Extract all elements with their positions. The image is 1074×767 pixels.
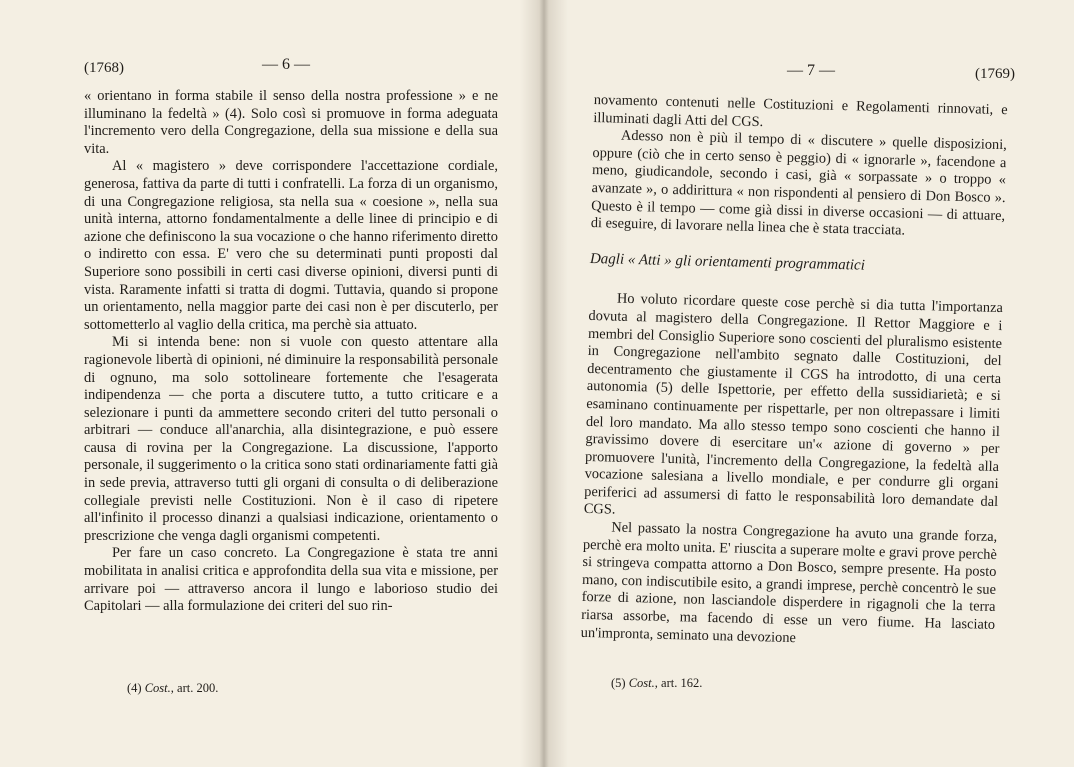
body-text [84, 88, 498, 616]
body-text [581, 92, 1008, 652]
paragraph: « orientano in forma stabile il senso della nostra professione » e ne illuminano la fedeltà » (4). Solo così si promuove in forma adeguata l'incremento vero della Congregazione, della sua missione e della sua vita. [84, 88, 498, 157]
footnote-number: (4) [127, 681, 145, 695]
footnote-citation: Cost. [628, 676, 655, 690]
paragraph: novamento contenuti nelle Costituzioni e Regolamenti rinnovati, e illuminati dagli Atti del CGS. [593, 92, 1008, 130]
paragraph: Nel passato la nostra Congregazione ha avuto una grande forza, perchè era molto unita. E' riuscita a superare molte e gravi prove perchè si stringeva compatta attorno a Don Bosco, sempre presente. Ha posto mano, con indiscutibile esito, a grandi imprese, perchè concentrò le sue forze di azione, non lasciandole disperdere in rigagnoli che la terra riarsa assorbe, ma facendo di esse un vero fiume. Ha lasciato un'impronta, seminato una devozione [580, 519, 998, 646]
footnote [127, 681, 218, 696]
paragraph: Per fare un caso concreto. La Congregazione è stata tre anni mobilitata in analisi critica e approfondita della sua vita e missione, per arrivare poi — attraverso ancora il lungo e laborioso studio dei Capitolari — alla formulazione dei criteri del suo rin- [84, 545, 498, 615]
page-folio: — 7 — [787, 62, 835, 79]
footnote [611, 676, 702, 691]
paragraph: Adesso non è più il tempo di « discutere » quelle disposizioni, oppure (ciò che in certo senso è peggio) di « ignorarle », facendone a meno, giudicandole, secondo i casi, già « sorpassate » o troppo « avanzate », o addirittura « non rispondenti al pensiero di Don Bosco ». Questo è il tempo — come già dissi in diverse occasioni — di attuare, di eseguire, di lavorare nella linea che è stata tracciata. [590, 127, 1008, 239]
book-gutter [520, 0, 568, 767]
paragraph: Al « magistero » deve corrispondere l'accettazione cordiale, generosa, fattiva da parte di tutti i confratelli. La forza di un organismo, di una Congregazione religiosa, sta nella sua « coesione », nella sua unità interna, attorno fondamentalmente a delle linee di principio e di azione che definiscono la sua vocazione o che hanno riferimento diretto o indiretto con essa. E' vero che su determinati punti proposti dal Superiore sono possibili in certi casi diverse opinioni, diversi punti di vista. Raramente infatti si tratta di dogmi. Tuttavia, quando si propone un orientamento, nella maggior parte dei casi non è per discuterlo, per sottometterlo al vaglio della critica, ma perchè sia attuato. [84, 158, 498, 333]
page-folio: — 6 — [262, 56, 310, 73]
paragraph: Ho voluto ricordare queste cose perchè si dia tutta l'importanza dovuta al magistero della Congregazione. Il Rettor Maggiore e i membri del Consiglio Superiore sono coscienti del pluralismo esistente in Congregazione nell'ambito segnato dalle Costituzioni, del decentramento che giustamente il CGS ha introdotto, di una certa autonomia (5) delle Ispettorie, per effetto della sussidiarietà; e si esaminano continuamente per rispettarle, per non oltrepassare i limiti del loro mandato. Ma allo stesso tempo sono coscienti che hanno il gravissimo dovere di esercitare un'« azione di governo » per promuovere l'unità, l'incremento della Congregazione, la fedeltà alla vocazione salesiana a livello mondiale, e per condurre gli organi periferici ad assumersi di fatto le responsabilità loro demandate dal CGS. [583, 290, 1004, 519]
running-page-number: (1769) [975, 66, 1015, 82]
footnote-number: (5) [611, 676, 629, 690]
footnote-citation: Cost. [144, 681, 171, 695]
footnote-reference: , art. 162. [654, 676, 703, 690]
right-page [537, 0, 1074, 767]
section-heading: Dagli « Atti » gli orientamenti programmatici [589, 250, 866, 274]
footnote-reference: , art. 200. [170, 681, 219, 695]
running-page-number: (1768) [84, 60, 124, 76]
paragraph: Mi si intenda bene: non si vuole con questo attentare alla ragionevole libertà di opinioni, né diminuire la responsabilità personale di ognuno, ma solo sottolineare fortemente che l'esagerata indipendenza — che porta a discutere tutto, a tutto criticare e a selezionare i punti da ammettere secondo criteri del tutto personali o arbitrari — conduce all'anarchia, alla disintegrazione, e può essere causa di rovina per la Congregazione. La discussione, l'apporto personale, il suggerimento o la critica sono stati ordinariamente fatti già in sede previa, attraverso tutti gli organi di consulta o di deliberazione collegiale previsti nelle Costituzioni. Non è il caso di ripetere all'infinito il processo dinanzi a qualsiasi indicazione, orientamento o prescrizione che venga dagli organismi competenti. [84, 334, 498, 544]
